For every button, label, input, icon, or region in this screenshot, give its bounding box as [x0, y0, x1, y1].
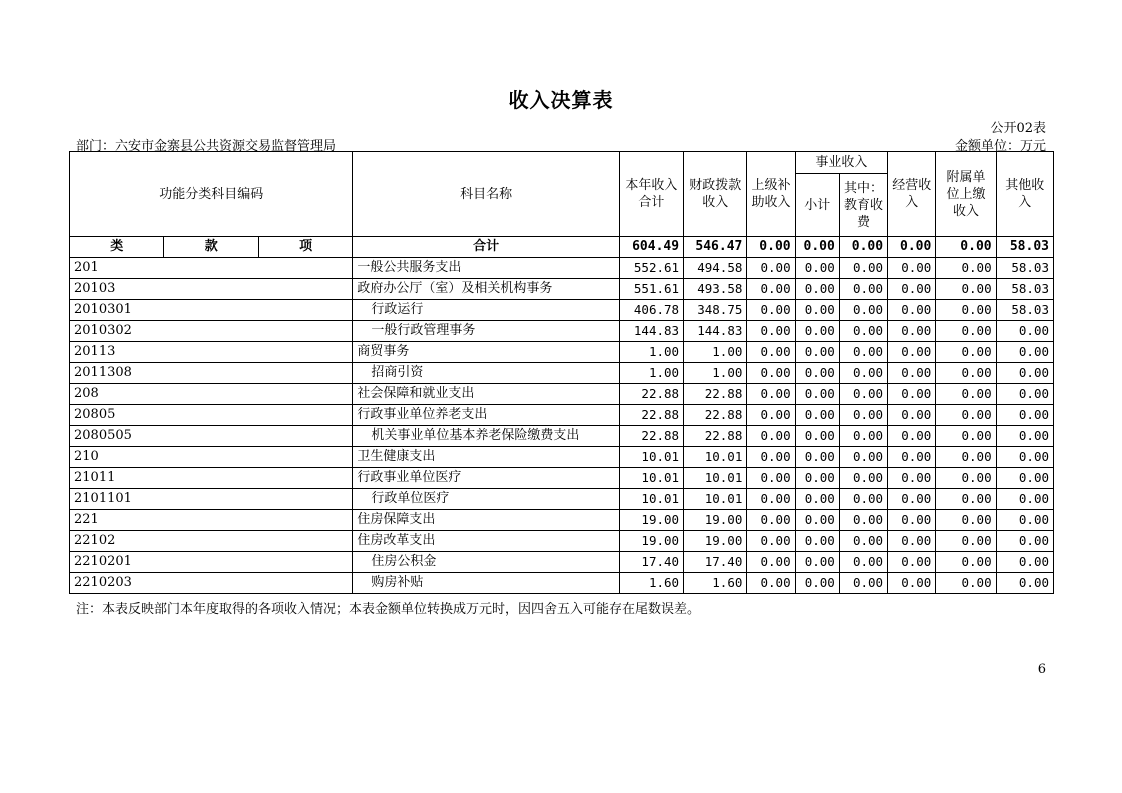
- amount-cell: 0.00: [888, 531, 936, 552]
- amount-cell: 0.00: [996, 531, 1053, 552]
- total-cell: 0.00: [795, 237, 839, 258]
- amount-cell: 0.00: [747, 489, 795, 510]
- amount-cell: 0.00: [936, 573, 996, 594]
- total-row: [70, 237, 1054, 258]
- func-code-cell: 2210203: [70, 573, 353, 594]
- amount-cell: 406.78: [619, 300, 683, 321]
- amount-cell: 0.00: [996, 552, 1053, 573]
- amount-cell: 0.00: [996, 363, 1053, 384]
- amount-cell: 1.60: [684, 573, 747, 594]
- table-row: [70, 447, 1054, 468]
- subject-name-cell: 行政运行: [353, 300, 619, 321]
- amount-cell: 10.01: [684, 489, 747, 510]
- table-row: [70, 279, 1054, 300]
- subject-name-cell: 购房补贴: [353, 573, 619, 594]
- subject-name-cell: 机关事业单位基本养老保险缴费支出: [353, 426, 619, 447]
- amount-cell: 58.03: [996, 279, 1053, 300]
- amount-cell: 19.00: [684, 531, 747, 552]
- func-code-cell: 2210201: [70, 552, 353, 573]
- amount-cell: 0.00: [996, 342, 1053, 363]
- header-fiscal-income: 财政拨款收入: [684, 152, 747, 237]
- total-cell: 0.00: [936, 237, 996, 258]
- amount-cell: 0.00: [996, 447, 1053, 468]
- subject-name-cell: 行政事业单位养老支出: [353, 405, 619, 426]
- subject-name-cell: 行政事业单位医疗: [353, 468, 619, 489]
- amount-cell: 0.00: [888, 447, 936, 468]
- header-xiang: 项: [258, 237, 352, 258]
- amount-cell: 0.00: [795, 573, 839, 594]
- amount-cell: 0.00: [795, 489, 839, 510]
- amount-cell: 0.00: [747, 363, 795, 384]
- amount-cell: 0.00: [936, 552, 996, 573]
- amount-cell: 0.00: [795, 300, 839, 321]
- amount-cell: 58.03: [996, 258, 1053, 279]
- amount-cell: 22.88: [684, 405, 747, 426]
- func-code-cell: 22102: [70, 531, 353, 552]
- amount-cell: 0.00: [996, 426, 1053, 447]
- amount-cell: 0.00: [839, 489, 887, 510]
- header-total-income: 本年收入合计: [619, 152, 683, 237]
- table-row: [70, 342, 1054, 363]
- header-other-income: 其他收入: [996, 152, 1053, 237]
- table-row: [70, 426, 1054, 447]
- amount-cell: 0.00: [795, 258, 839, 279]
- subject-name-cell: 一般公共服务支出: [353, 258, 619, 279]
- subject-name-cell: 住房保障支出: [353, 510, 619, 531]
- amount-cell: 0.00: [795, 363, 839, 384]
- amount-cell: 0.00: [839, 405, 887, 426]
- amount-cell: 0.00: [996, 384, 1053, 405]
- header-lei: 类: [70, 237, 164, 258]
- table-row: [70, 510, 1054, 531]
- total-cell: 0.00: [839, 237, 887, 258]
- amount-cell: 144.83: [684, 321, 747, 342]
- amount-cell: 0.00: [936, 447, 996, 468]
- amount-cell: 1.00: [684, 342, 747, 363]
- amount-cell: 0.00: [747, 342, 795, 363]
- amount-cell: 17.40: [619, 552, 683, 573]
- table-row: [70, 384, 1054, 405]
- amount-cell: 10.01: [619, 468, 683, 489]
- subject-name-cell: 社会保障和就业支出: [353, 384, 619, 405]
- amount-cell: 0.00: [747, 531, 795, 552]
- amount-cell: 22.88: [684, 426, 747, 447]
- amount-cell: 0.00: [888, 489, 936, 510]
- amount-cell: 19.00: [619, 510, 683, 531]
- func-code-cell: 2080505: [70, 426, 353, 447]
- total-cell: 604.49: [619, 237, 683, 258]
- amount-cell: 0.00: [839, 531, 887, 552]
- amount-cell: 0.00: [839, 447, 887, 468]
- header-subject-name: 科目名称: [353, 152, 619, 237]
- subject-name-cell: 行政单位医疗: [353, 489, 619, 510]
- header-operating-income: 经营收入: [888, 152, 936, 237]
- amount-cell: 0.00: [888, 573, 936, 594]
- amount-cell: 1.00: [684, 363, 747, 384]
- amount-cell: 0.00: [996, 510, 1053, 531]
- func-code-cell: 2011308: [70, 363, 353, 384]
- amount-cell: 0.00: [996, 405, 1053, 426]
- amount-cell: 22.88: [619, 384, 683, 405]
- subject-name-cell: 一般行政管理事务: [353, 321, 619, 342]
- amount-cell: 0.00: [936, 300, 996, 321]
- amount-cell: 0.00: [839, 342, 887, 363]
- amount-cell: 0.00: [936, 531, 996, 552]
- department-label: 部门：六安市金寨县公共资源交易监督管理局: [76, 139, 337, 154]
- table-row: [70, 552, 1054, 573]
- table-row: [70, 468, 1054, 489]
- amount-cell: 0.00: [747, 552, 795, 573]
- amount-cell: 19.00: [684, 510, 747, 531]
- subject-name-cell: 招商引资: [353, 363, 619, 384]
- amount-cell: 10.01: [619, 447, 683, 468]
- amount-cell: 0.00: [839, 321, 887, 342]
- table-row: [70, 405, 1054, 426]
- amount-cell: 0.00: [936, 321, 996, 342]
- amount-cell: 0.00: [888, 279, 936, 300]
- header-business-income: 事业收入: [795, 152, 887, 174]
- amount-cell: 10.01: [684, 447, 747, 468]
- amount-cell: 0.00: [996, 468, 1053, 489]
- header-business-subtotal: 小计: [795, 174, 839, 237]
- amount-cell: 0.00: [795, 426, 839, 447]
- amount-cell: 0.00: [888, 258, 936, 279]
- amount-cell: 0.00: [839, 384, 887, 405]
- func-code-cell: 208: [70, 384, 353, 405]
- amount-cell: 0.00: [936, 510, 996, 531]
- func-code-cell: 210: [70, 447, 353, 468]
- amount-cell: 0.00: [795, 447, 839, 468]
- amount-cell: 0.00: [747, 405, 795, 426]
- table-row: [70, 321, 1054, 342]
- amount-cell: 0.00: [747, 384, 795, 405]
- form-number: 公开02表: [990, 121, 1046, 136]
- amount-cell: 0.00: [888, 552, 936, 573]
- amount-cell: 0.00: [996, 321, 1053, 342]
- table-row: [70, 300, 1054, 321]
- table-row: [70, 573, 1054, 594]
- amount-cell: 0.00: [747, 258, 795, 279]
- amount-cell: 0.00: [839, 510, 887, 531]
- amount-cell: 0.00: [996, 489, 1053, 510]
- amount-cell: 0.00: [936, 468, 996, 489]
- table-row: [70, 531, 1054, 552]
- footnote: 注：本表反映部门本年度取得的各项收入情况；本表金额单位转换成万元时，因四舍五入可能存在尾数误差。: [76, 602, 701, 617]
- amount-cell: 0.00: [888, 384, 936, 405]
- total-label: 合计: [353, 237, 619, 258]
- func-code-cell: 2010301: [70, 300, 353, 321]
- amount-cell: 0.00: [747, 468, 795, 489]
- amount-cell: 0.00: [795, 321, 839, 342]
- amount-cell: 0.00: [839, 300, 887, 321]
- subject-name-cell: 住房公积金: [353, 552, 619, 573]
- amount-cell: 19.00: [619, 531, 683, 552]
- func-code-cell: 2101101: [70, 489, 353, 510]
- page-number: 6: [1037, 662, 1046, 677]
- table-row: [70, 258, 1054, 279]
- subject-name-cell: 商贸事务: [353, 342, 619, 363]
- amount-cell: 0.00: [795, 552, 839, 573]
- amount-cell: 0.00: [888, 426, 936, 447]
- income-table: [69, 151, 1054, 594]
- amount-cell: 0.00: [795, 279, 839, 300]
- amount-cell: 10.01: [619, 489, 683, 510]
- amount-cell: 348.75: [684, 300, 747, 321]
- table-row: [70, 489, 1054, 510]
- total-cell: 58.03: [996, 237, 1053, 258]
- amount-cell: 0.00: [888, 300, 936, 321]
- amount-cell: 494.58: [684, 258, 747, 279]
- amount-cell: 493.58: [684, 279, 747, 300]
- amount-cell: 0.00: [839, 258, 887, 279]
- amount-cell: 0.00: [747, 510, 795, 531]
- unit-label: 金额单位：万元: [954, 139, 1046, 154]
- subject-name-cell: 住房改革支出: [353, 531, 619, 552]
- amount-cell: 0.00: [747, 447, 795, 468]
- amount-cell: 0.00: [839, 363, 887, 384]
- func-code-cell: 20113: [70, 342, 353, 363]
- func-code-cell: 2010302: [70, 321, 353, 342]
- header-kuan: 款: [164, 237, 258, 258]
- amount-cell: 0.00: [747, 573, 795, 594]
- amount-cell: 0.00: [888, 468, 936, 489]
- amount-cell: 0.00: [795, 531, 839, 552]
- amount-cell: 0.00: [795, 384, 839, 405]
- page-title: 收入决算表: [508, 88, 614, 112]
- amount-cell: 0.00: [795, 468, 839, 489]
- amount-cell: 1.60: [619, 573, 683, 594]
- func-code-cell: 201: [70, 258, 353, 279]
- amount-cell: 0.00: [936, 489, 996, 510]
- subject-name-cell: 卫生健康支出: [353, 447, 619, 468]
- func-code-cell: 20805: [70, 405, 353, 426]
- amount-cell: 0.00: [839, 552, 887, 573]
- amount-cell: 1.00: [619, 363, 683, 384]
- amount-cell: 0.00: [795, 405, 839, 426]
- amount-cell: 22.88: [619, 405, 683, 426]
- amount-cell: 0.00: [936, 258, 996, 279]
- amount-cell: 0.00: [936, 279, 996, 300]
- amount-cell: 0.00: [888, 321, 936, 342]
- func-code-cell: 20103: [70, 279, 353, 300]
- amount-cell: 0.00: [839, 426, 887, 447]
- amount-cell: 1.00: [619, 342, 683, 363]
- amount-cell: 144.83: [619, 321, 683, 342]
- amount-cell: 0.00: [888, 363, 936, 384]
- amount-cell: 0.00: [747, 279, 795, 300]
- amount-cell: 0.00: [936, 342, 996, 363]
- header-superior-subsidy: 上级补助收入: [747, 152, 795, 237]
- total-cell: 0.00: [888, 237, 936, 258]
- amount-cell: 0.00: [888, 342, 936, 363]
- subject-name-cell: 政府办公厅（室）及相关机构事务: [353, 279, 619, 300]
- func-code-cell: 221: [70, 510, 353, 531]
- amount-cell: 22.88: [619, 426, 683, 447]
- amount-cell: 58.03: [996, 300, 1053, 321]
- header-business-edu-fee: 其中：教育收费: [839, 174, 887, 237]
- amount-cell: 10.01: [684, 468, 747, 489]
- table-row: [70, 363, 1054, 384]
- header-affiliated-income: 附属单位上缴收入: [936, 152, 996, 237]
- total-cell: 0.00: [747, 237, 795, 258]
- amount-cell: 0.00: [747, 426, 795, 447]
- total-cell: 546.47: [684, 237, 747, 258]
- amount-cell: 0.00: [888, 405, 936, 426]
- amount-cell: 0.00: [936, 405, 996, 426]
- amount-cell: 0.00: [795, 510, 839, 531]
- amount-cell: 0.00: [795, 342, 839, 363]
- header-func-code: 功能分类科目编码: [70, 152, 353, 237]
- amount-cell: 22.88: [684, 384, 747, 405]
- amount-cell: 0.00: [936, 426, 996, 447]
- amount-cell: 0.00: [839, 279, 887, 300]
- amount-cell: 0.00: [839, 573, 887, 594]
- amount-cell: 0.00: [839, 468, 887, 489]
- amount-cell: 17.40: [684, 552, 747, 573]
- amount-cell: 0.00: [747, 300, 795, 321]
- func-code-cell: 21011: [70, 468, 353, 489]
- amount-cell: 551.61: [619, 279, 683, 300]
- amount-cell: 0.00: [996, 573, 1053, 594]
- amount-cell: 0.00: [888, 510, 936, 531]
- amount-cell: 0.00: [936, 363, 996, 384]
- amount-cell: 552.61: [619, 258, 683, 279]
- amount-cell: 0.00: [936, 384, 996, 405]
- amount-cell: 0.00: [747, 321, 795, 342]
